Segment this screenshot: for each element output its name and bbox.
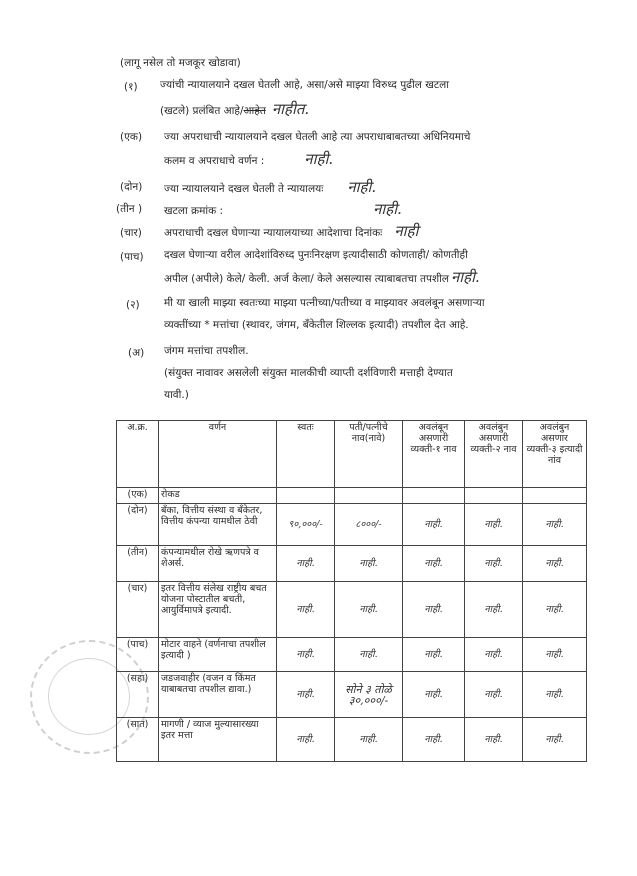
item-text: अपराधाची दखल घेणाऱ्या न्यायालयाच्या आदेशाचा दिनांकः [164, 227, 383, 239]
section-text: मी या खाली माझ्या स्वतःच्या माझ्या पत्नीच्या/पतीच्या व माझ्यावर अवलंबून असणाऱ्या [164, 297, 485, 309]
item-text: (खटले) प्रलंबित आहे/ [160, 105, 244, 117]
value-cell: नाही. [465, 582, 523, 638]
row-serial: (सात) [117, 718, 159, 762]
table-row [117, 488, 587, 504]
value-cell: सोने ३ तोळे ३०,०००/- [335, 672, 403, 718]
value-cell: नाही. [523, 582, 587, 638]
section-number: (अ) [128, 347, 145, 359]
item-text: खटला क्रमांक : [164, 205, 224, 217]
value-cell: नाही. [403, 718, 465, 762]
item-text: अपील (अपीले) केले/ केली. अर्ज केला/ केले असल्यास त्याबाबतचा तपशील [164, 273, 449, 285]
row-serial: (चार) [117, 582, 159, 638]
section-text: व्यक्तींच्या * मत्तांचा (स्थावर, जंगम, बँकेतील शिल्लक इत्यादी) तपशील देत आहे. [164, 319, 469, 331]
item-number: (तीन ) [116, 203, 143, 215]
value-cell: ८०००/- [335, 504, 403, 546]
item-text [164, 224, 418, 240]
table-row [117, 504, 587, 546]
value-cell: नाही. [403, 546, 465, 582]
item-text [164, 270, 480, 286]
value-cell: नाही. [523, 504, 587, 546]
value-cell: नाही. [277, 546, 335, 582]
handwritten-answer: नाही. [347, 178, 377, 196]
value-cell: नाही. [523, 638, 587, 672]
struck-text: आहेत [243, 105, 266, 117]
value-cell: नाही. [523, 672, 587, 718]
row-serial: (दोन) [117, 504, 159, 546]
table-header-row [117, 421, 587, 488]
value-cell: नाही. [403, 504, 465, 546]
section-note: (संयुक्त नावावर असलेली संयुक्त मालकीची व्याप्ती दर्शविणारी मत्ताही देण्यात [164, 367, 453, 379]
movable-assets-table [116, 420, 587, 762]
section-number: (२) [126, 299, 140, 311]
value-cell [403, 488, 465, 504]
value-cell: नाही. [277, 638, 335, 672]
header-cell: वर्णन [159, 421, 277, 488]
item-text: ज्यांची न्यायालयाने दखल घेतली आहे, असा/असे माझ्या विरुध्द पुढील खटला [160, 79, 449, 91]
value-cell [523, 488, 587, 504]
value-cell: नाही. [403, 582, 465, 638]
value-cell: नाही. [465, 718, 523, 762]
value-cell: नाही. [403, 638, 465, 672]
value-cell: नाही. [465, 504, 523, 546]
item-number: (पाच) [120, 251, 144, 263]
row-description: मागणी / व्याज मुल्यासारख्या इतर मत्ता [159, 718, 277, 762]
table-row [117, 546, 587, 582]
handwritten-answer: नाही. [304, 150, 334, 168]
item-number: (एक) [120, 131, 143, 143]
value-cell: नाही. [523, 546, 587, 582]
row-description: इतर वित्तीय संलेख राष्ट्रीय बचत योजना पोस्टातील बचती, आयुर्विमापत्रे इत्यादी. [159, 582, 277, 638]
value-cell: नाही. [277, 672, 335, 718]
row-description: जडजवाहीर (वजन व किंमत याबाबतचा तपशील द्यावा.) [159, 672, 277, 718]
value-cell: नाही. [335, 638, 403, 672]
header-cell: अवलंबुन असणार व्यक्ती-३ इत्यादी नांव [523, 421, 587, 488]
value-cell: नाही. [277, 582, 335, 638]
item-text: ज्या न्यायालयाने दखल घेतली ते न्यायालयः [164, 183, 324, 195]
item-number: (दोन) [120, 181, 143, 193]
instruction-text: (लागू नसेल तो मजकूर खोडावा) [120, 57, 241, 69]
section-title: जंगम मत्तांचा तपशील. [164, 345, 249, 357]
value-cell: नाही. [465, 672, 523, 718]
row-description: बँका, वित्तीय संस्था व बँकेतर, वित्तीय कंपन्या यामधील ठेवी [159, 504, 277, 546]
value-cell: नाही. [335, 546, 403, 582]
header-cell: पती/पत्नीचे नाव(नावे) [335, 421, 403, 488]
row-description: कंपन्यामधील रोखे ऋणपत्रे व शेअर्स. [159, 546, 277, 582]
header-cell: अवलंबुन असणारी व्यक्ती-२ नाव [465, 421, 523, 488]
item-text [160, 102, 309, 118]
row-serial: (तीन) [117, 546, 159, 582]
value-cell: नाही. [465, 638, 523, 672]
row-serial: (एक) [117, 488, 159, 504]
value-cell: नाही. [403, 672, 465, 718]
handwritten-answer: नाहीत. [271, 100, 310, 118]
table-row [117, 638, 587, 672]
row-serial: (पाच) [117, 638, 159, 672]
handwritten-answer: नाही [394, 222, 419, 240]
value-cell: नाही. [465, 546, 523, 582]
value-cell: नाही. [335, 582, 403, 638]
header-cell: अ.क्र. [117, 421, 159, 488]
row-description: रोकड [159, 488, 277, 504]
item-number: (१) [124, 81, 138, 93]
item-text: ज्या अपराधाची न्यायालयाने दखल घेतली आहे त्या अपराधाबाबतच्या अधिनियमाचे [164, 131, 471, 143]
item-text: कलम व अपराधाचे वर्णन : [164, 155, 265, 167]
value-cell: नाही. [277, 718, 335, 762]
value-cell: नाही. [523, 718, 587, 762]
item-text [164, 152, 333, 168]
handwritten-answer: नाही. [373, 200, 402, 218]
value-cell [277, 488, 335, 504]
table-row [117, 718, 587, 762]
value-cell [465, 488, 523, 504]
value-cell: ९०,०००/- [277, 504, 335, 546]
header-cell: स्वतः [277, 421, 335, 488]
value-cell: नाही. [335, 718, 403, 762]
header-cell: अवलंबून असणारी व्यक्ती-१ नाव [403, 421, 465, 488]
item-text [164, 180, 376, 196]
section-note: यावी.) [164, 389, 189, 401]
item-text: दखल घेणाऱ्या वरील आदेशांविरुध्द पुनःनिरक्षण इत्यादीसाठी कोणताही/ कोणतीही [164, 249, 468, 261]
value-cell [335, 488, 403, 504]
item-text [164, 202, 402, 218]
row-description: मोटार वाहने (वर्णनाचा तपशील इत्यादी ) [159, 638, 277, 672]
table-row [117, 672, 587, 718]
handwritten-answer: नाही. [450, 268, 480, 286]
table-row [117, 582, 587, 638]
row-serial: (सहा) [117, 672, 159, 718]
item-number: (चार) [120, 227, 142, 239]
